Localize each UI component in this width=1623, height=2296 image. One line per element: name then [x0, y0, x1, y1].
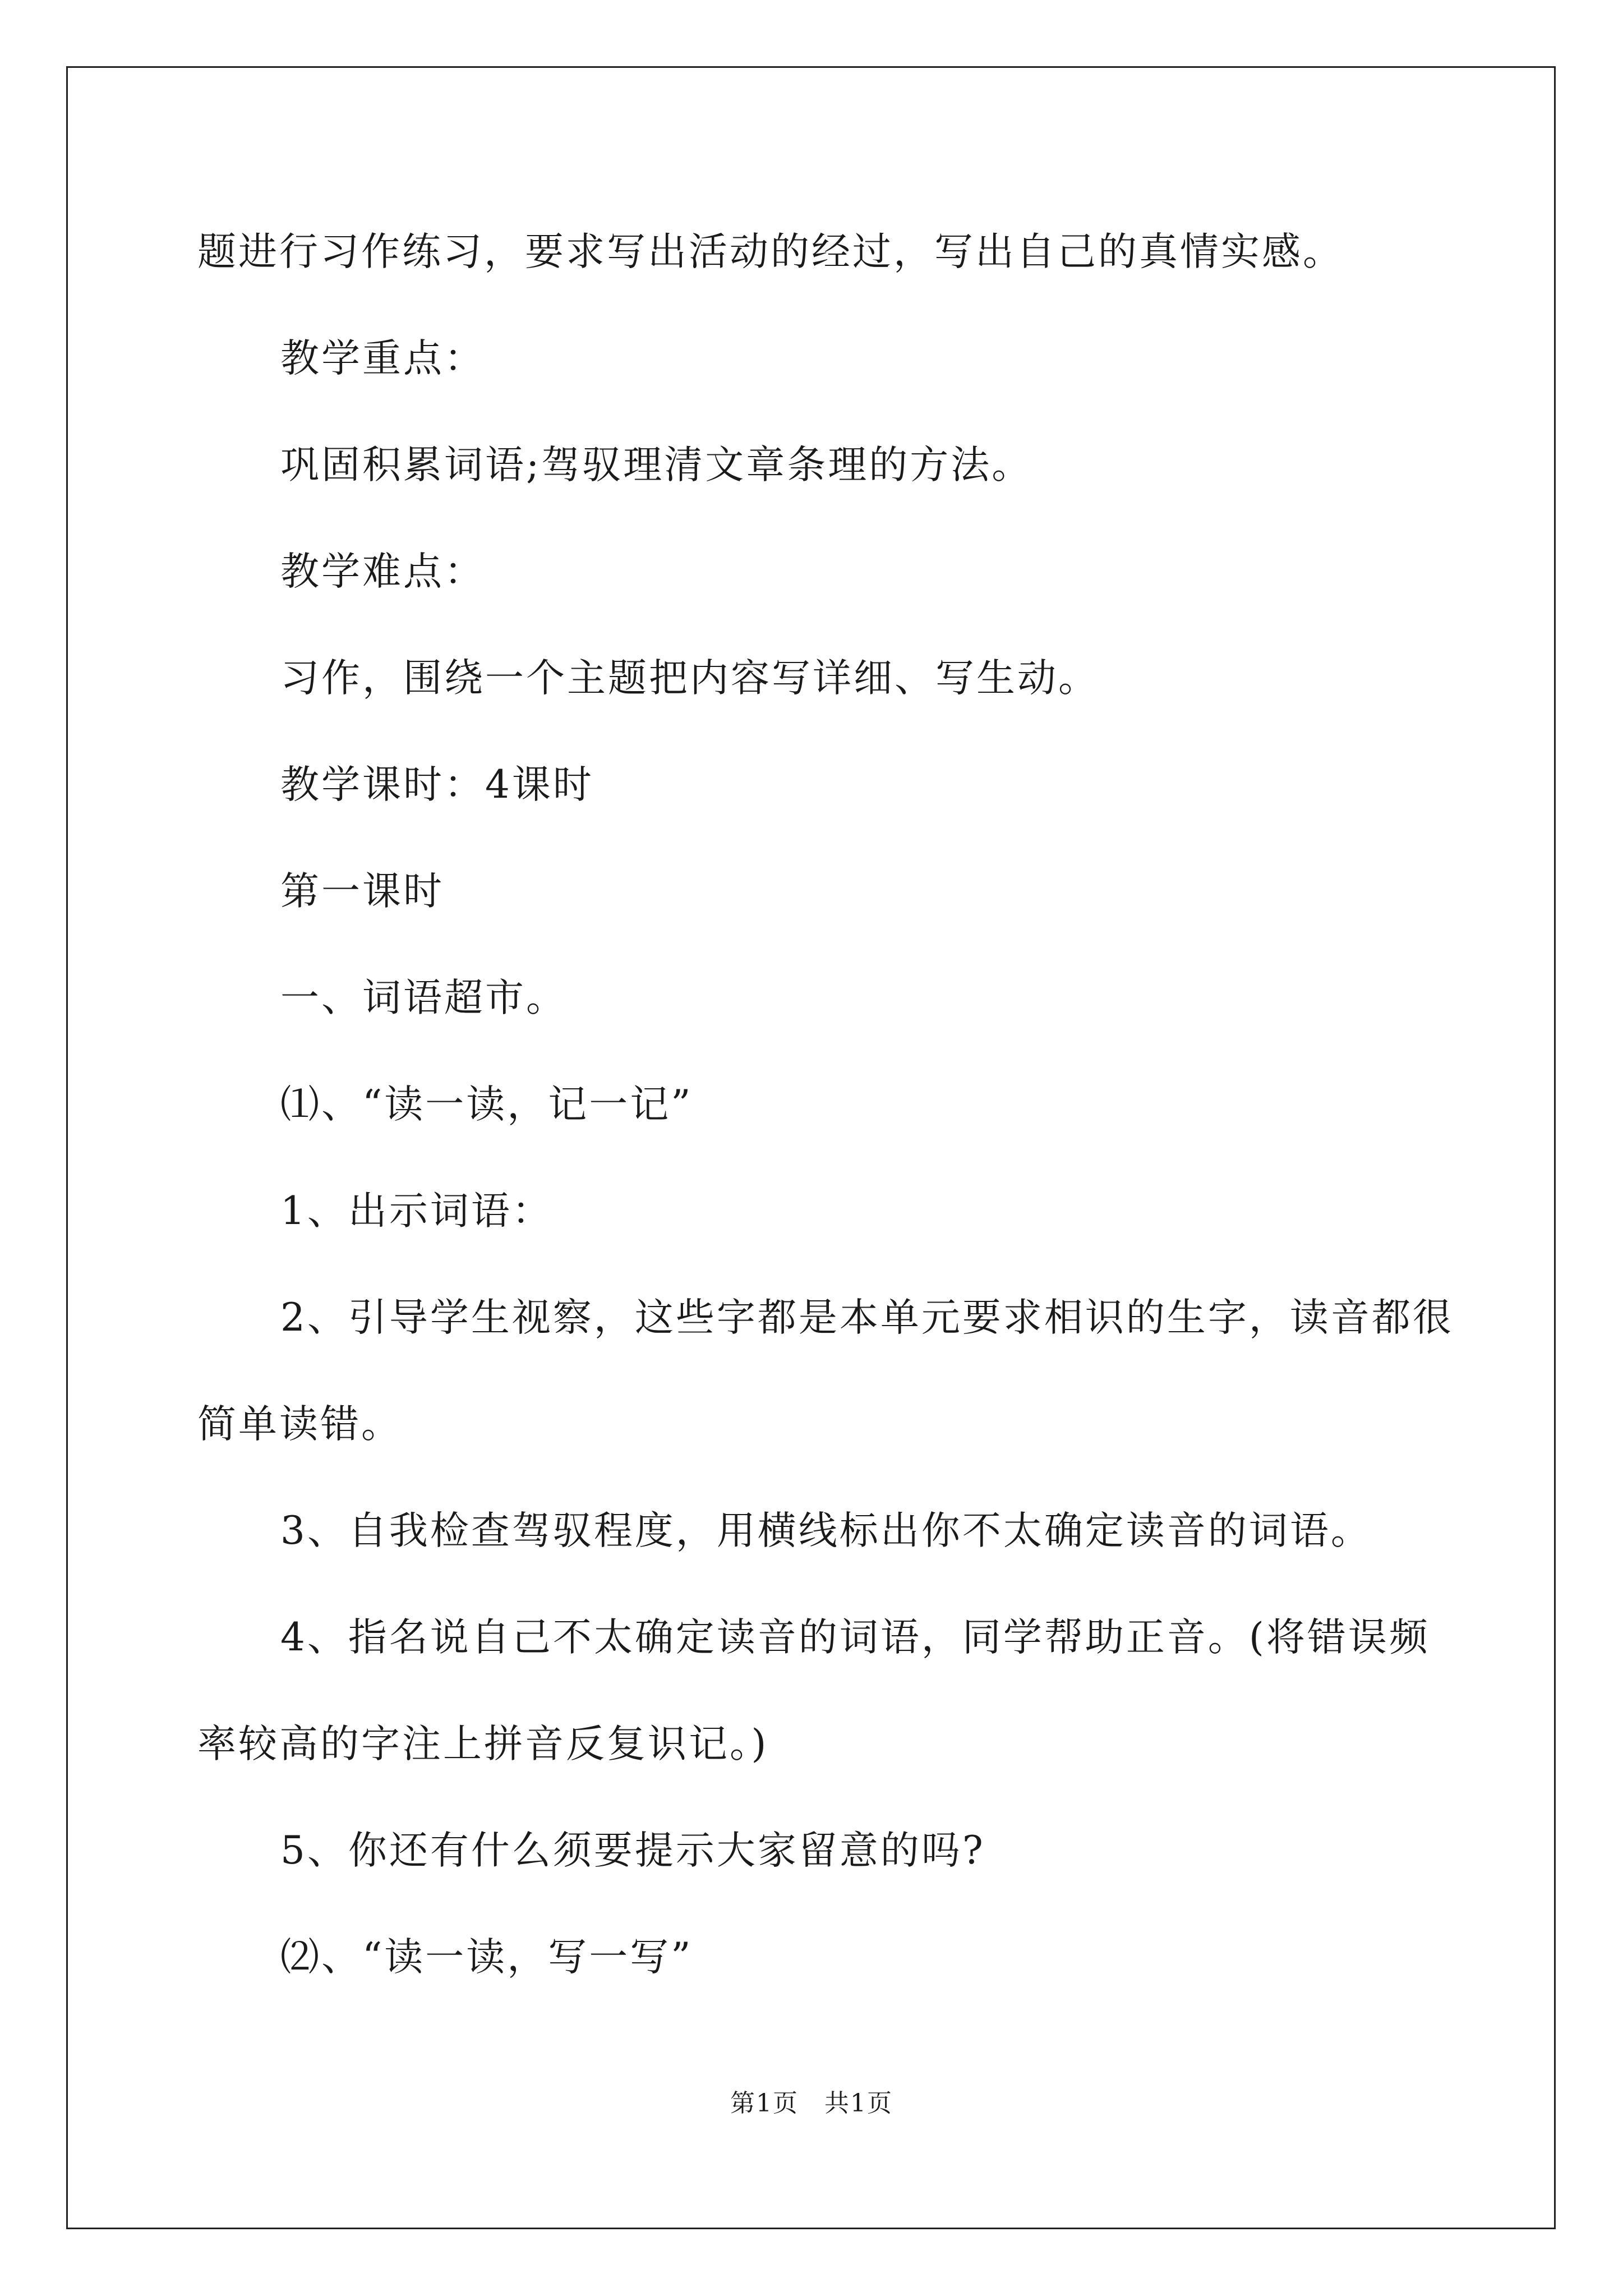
list-item-4: 4、指名说自己不太确定读音的词语，同学帮助正音。(将错误频: [280, 1615, 1430, 1660]
paragraph-continuation: 题进行习作练习，要求写出活动的经过，写出自己的真情实感。: [197, 229, 1344, 274]
heading-word-market: 一、词语超市。: [280, 976, 567, 1020]
list-item-3: 3、自我检查驾驭程度，用横线标出你不太确定读音的词语。: [280, 1508, 1372, 1553]
paragraph-difficulty-content: 习作，围绕一个主题把内容写详细、写生动。: [280, 656, 1099, 701]
paragraph-focus-content: 巩固积累词语;驾驭理清文章条理的方法。: [280, 443, 1033, 487]
list-item-2: 2、引导学生视察，这些字都是本单元要求相识的生字，读音都很: [280, 1295, 1454, 1340]
subheading-read-remember: ⑴、“读一读，记一记”: [280, 1082, 693, 1127]
heading-teaching-difficulty: 教学难点：: [280, 549, 485, 594]
heading-first-lesson: 第一课时: [280, 869, 444, 914]
paragraph-lesson-hours: 教学课时：4课时: [280, 762, 594, 807]
list-item-5: 5、你还有什么须要提示大家留意的吗?: [280, 1828, 985, 1873]
subheading-read-write: ⑵、“读一读，写一写”: [280, 1935, 693, 1980]
list-item-1: 1、出示词语：: [280, 1189, 553, 1234]
list-item-4-continued: 率较高的字注上拼音反复识记。): [197, 1722, 769, 1766]
heading-teaching-focus: 教学重点：: [280, 336, 485, 381]
page-frame: [66, 66, 1556, 2229]
page-number-footer: 第1页 共1页: [730, 2089, 893, 2118]
list-item-2-continued: 简单读错。: [197, 1402, 402, 1447]
